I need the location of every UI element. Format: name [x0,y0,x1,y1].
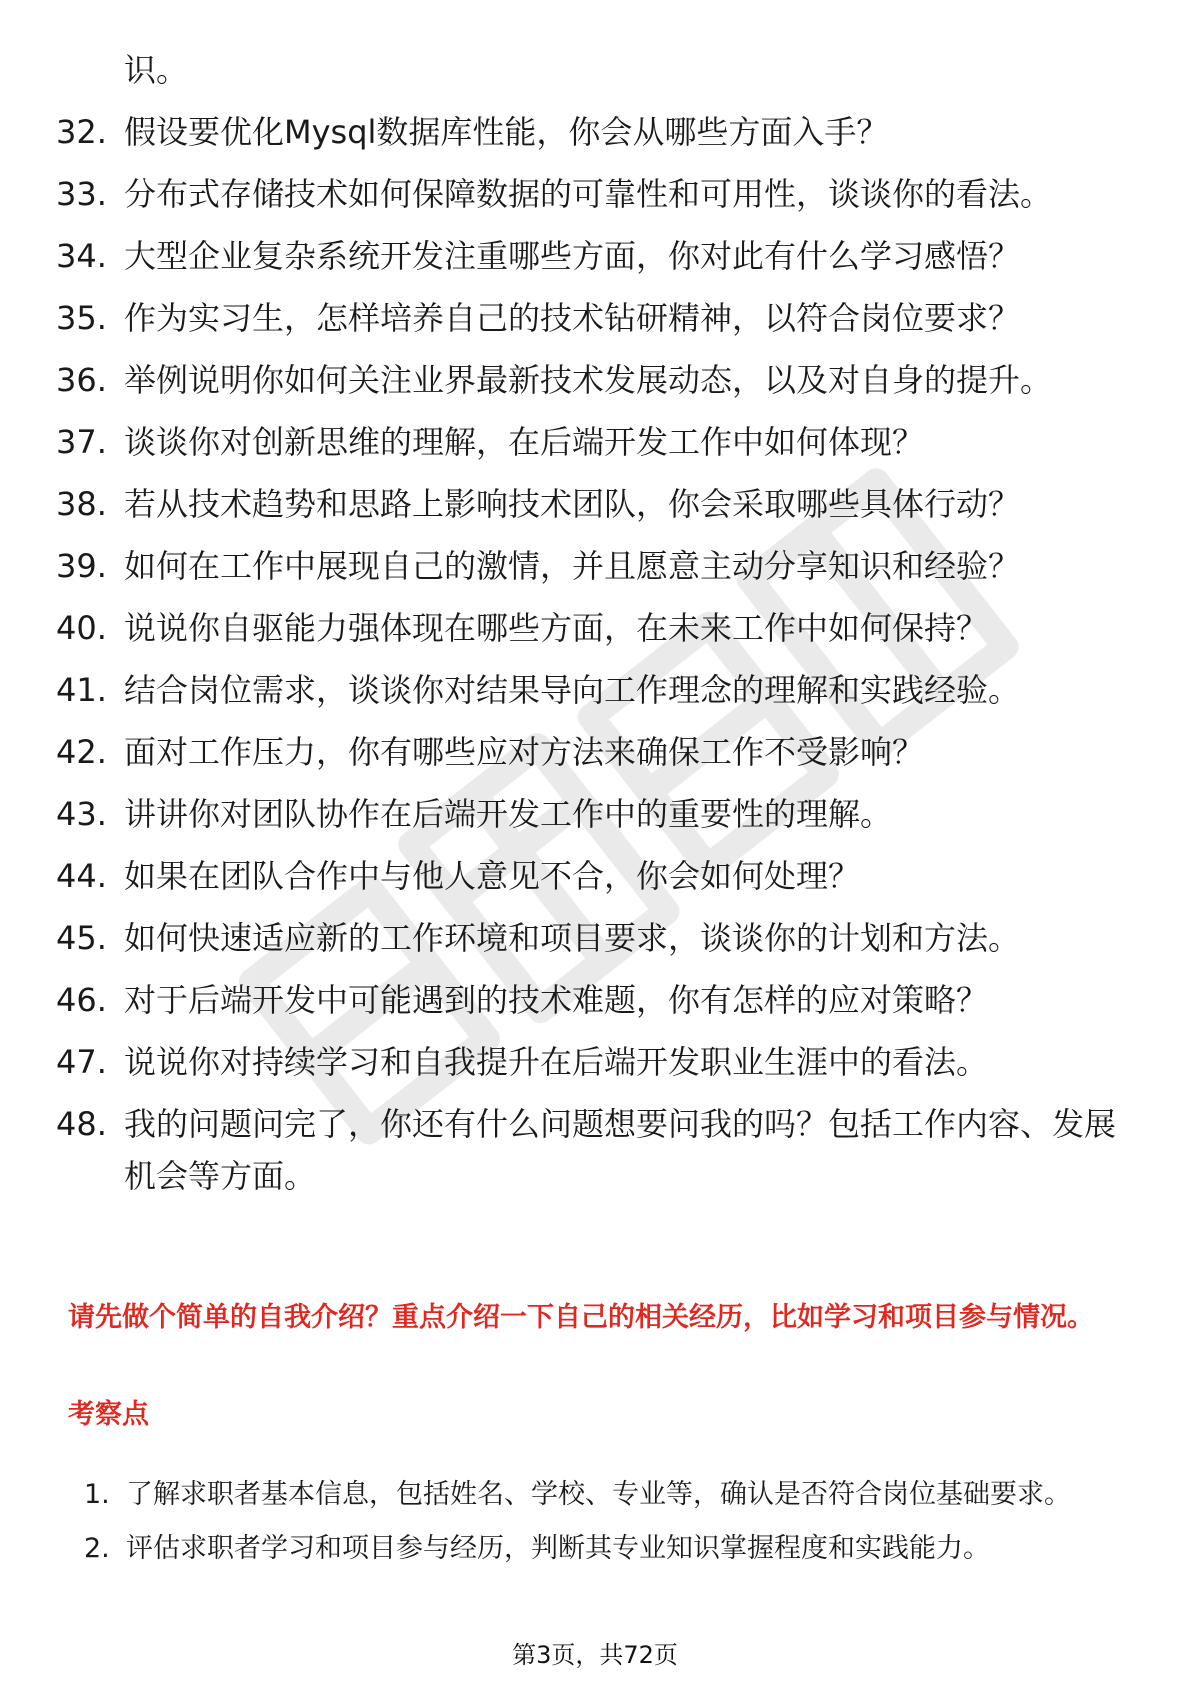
question-item-41 [56,664,1126,716]
question-item-32 [56,106,1126,158]
question-number: 40. [56,609,107,647]
question-text: 如果在团队合作中与他人意见不合，你会如何处理？ [124,857,861,895]
question-text: 讲讲你对团队协作在后端开发工作中的重要性的理解。 [124,795,893,833]
question-number: 32. [56,113,107,151]
assessment-point [84,1468,1124,1522]
page-footer: 第3页，共72页 [512,1641,678,1669]
question-item-40 [56,602,1126,654]
question-text: 若从技术趋势和思路上影响技术团队，你会采取哪些具体行动？ [124,485,1021,523]
question-number: 41. [56,671,107,709]
question-text: 结合岗位需求，谈谈你对结果导向工作理念的理解和实践经验。 [124,671,1021,709]
question-text: 如何在工作中展现自己的激情，并且愿意主动分享知识和经验？ [124,547,1021,585]
section-question-title: 请先做个简单的自我介绍？重点介绍一下自己的相关经历，比如学习和项目参与情况。 [68,1302,1094,1333]
question-item-38 [56,478,1126,530]
question-number: 42. [56,733,107,771]
point-text: 评估求职者学习和项目参与经历，判断其专业知识掌握程度和实践能力。 [126,1533,990,1564]
question-item-46 [56,974,1126,1026]
question-item-34 [56,230,1126,282]
question-item-35 [56,292,1126,344]
question-number: 37. [56,423,107,461]
question-text: 我的问题问完了，你还有什么问题想要问我的吗？包括工作内容、发展机会等方面。 [124,1105,1117,1195]
question-item-45 [56,912,1126,964]
question-item-37 [56,416,1126,468]
question-text: 如何快速适应新的工作环境和项目要求，谈谈你的计划和方法。 [124,919,1021,957]
question-item-36 [56,354,1126,406]
question-number: 35. [56,299,107,337]
question-item-44 [56,850,1126,902]
question-item-43 [56,788,1126,840]
question-item-42 [56,726,1126,778]
question-number: 38. [56,485,107,523]
question-text: 对于后端开发中可能遇到的技术难题，你有怎样的应对策略？ [124,981,989,1019]
point-text: 了解求职者基本信息，包括姓名、学校、专业等，确认是否符合岗位基础要求。 [126,1479,1071,1510]
question-item-33 [56,168,1126,220]
question-text: 假设要优化Mysql数据库性能，你会从哪些方面入手？ [124,113,889,151]
assessment-points-list [84,1468,1124,1576]
question-number: 45. [56,919,107,957]
question-number: 39. [56,547,107,585]
question-number: 48. [56,1105,107,1143]
question-text: 面对工作压力，你有哪些应对方法来确保工作不受影响？ [124,733,925,771]
question-list [56,44,1126,1212]
question-number: 33. [56,175,107,213]
question-text: 作为实习生，怎样培养自己的技术钻研精神，以符合岗位要求？ [124,299,1021,337]
question-item-47 [56,1036,1126,1088]
question-item-39 [56,540,1126,592]
question-text: 谈谈你对创新思维的理解，在后端开发工作中如何体现？ [124,423,925,461]
question-number: 47. [56,1043,107,1081]
section-heading: 考察点 [68,1399,149,1430]
point-number: 2. [84,1533,110,1564]
question-continuation: 识。 [124,51,189,89]
question-text: 说说你自驱能力强体现在哪些方面，在未来工作中如何保持？ [124,609,989,647]
question-text: 说说你对持续学习和自我提升在后端开发职业生涯中的看法。 [124,1043,989,1081]
question-number: 34. [56,237,107,275]
question-text: 大型企业复杂系统开发注重哪些方面，你对此有什么学习感悟？ [124,237,1021,275]
point-number: 1. [84,1479,110,1510]
question-number: 44. [56,857,107,895]
question-number: 46. [56,981,107,1019]
question-item-48 [56,1098,1126,1202]
question-number: 36. [56,361,107,399]
question-number: 43. [56,795,107,833]
assessment-point [84,1522,1124,1576]
question-text: 举例说明你如何关注业界最新技术发展动态，以及对自身的提升。 [124,361,1053,399]
question-text: 分布式存储技术如何保障数据的可靠性和可用性，谈谈你的看法。 [124,175,1053,213]
